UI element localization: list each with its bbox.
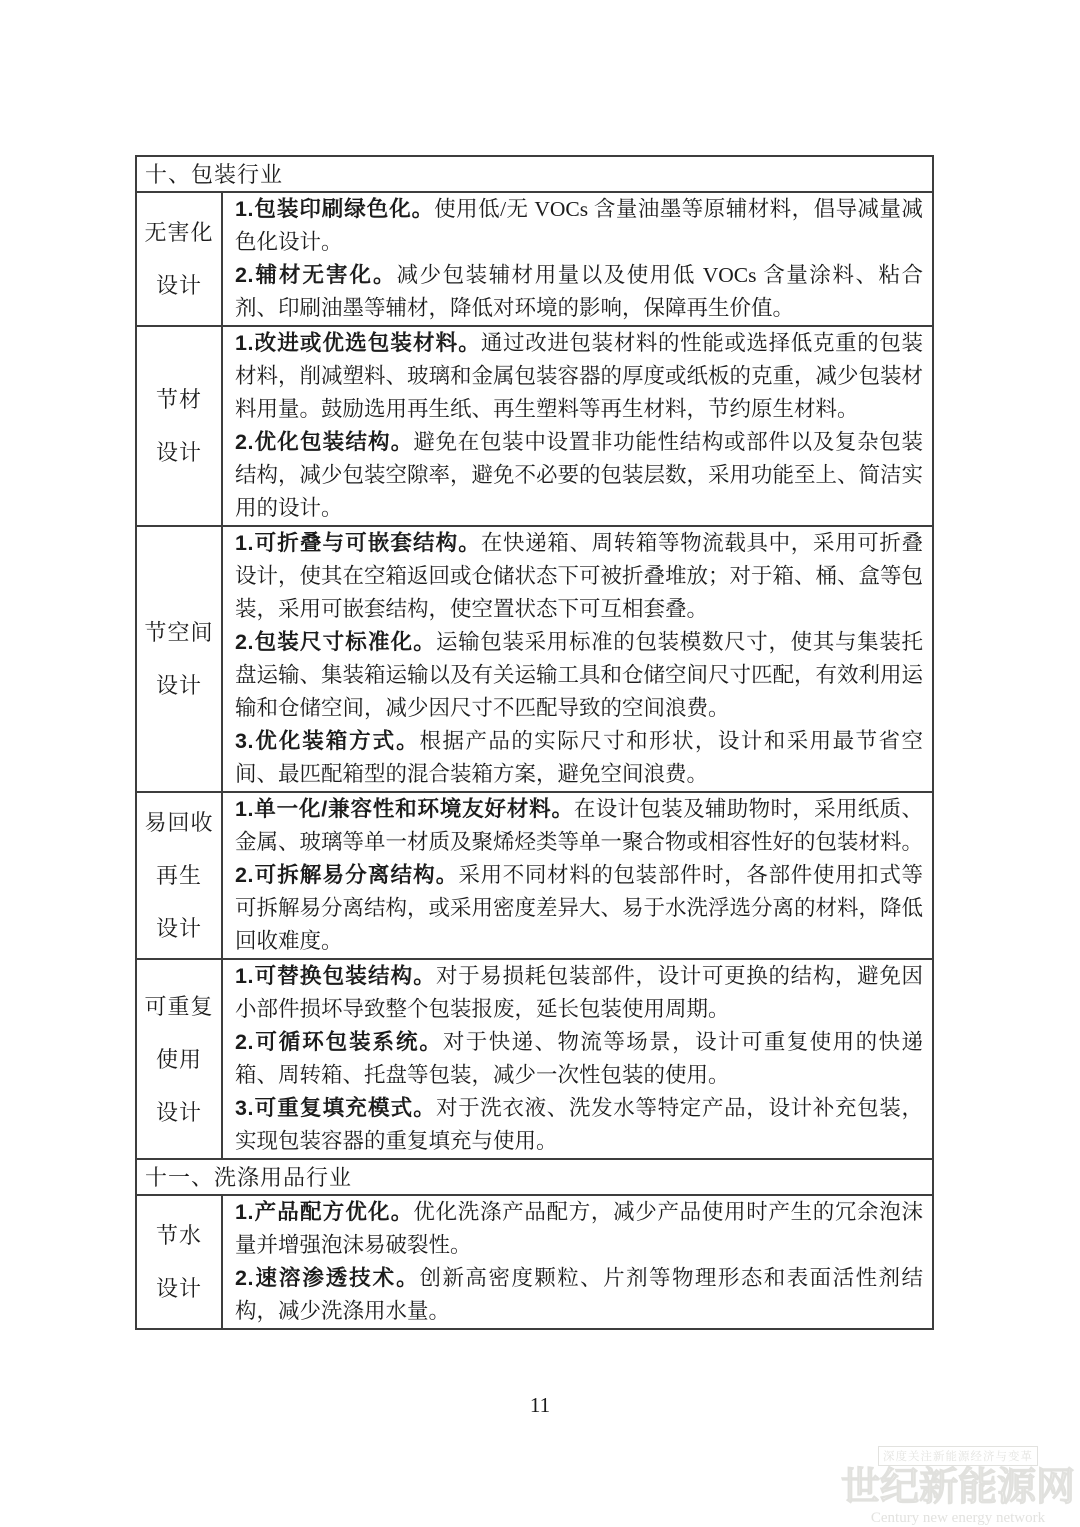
rule-item: [235, 327, 923, 426]
row-label-line: 设计: [155, 1276, 202, 1301]
rule-text: 减少包装辅材用量以及使用低 VOCs 含量涂料、粘合剂、印刷油墨等辅材，降低对环境的影响，保障再生价值。: [235, 263, 924, 320]
rule-item: [235, 793, 923, 859]
row-label-space-saving-design: [136, 526, 222, 792]
rule-lead: 2.可循环包装系统。: [235, 1030, 443, 1054]
rule-text: 对于易损耗包装部件，设计可更换的结构，避免因小部件损坏导致整个包装报废，延长包装使用周期。: [235, 964, 923, 1021]
section-header-row: [136, 156, 933, 192]
rule-text: 采用不同材料的包装部件时，各部件使用扣式等可拆解易分离结构，或采用密度差异大、易于水洗浮选分离的材料，降低回收难度。: [235, 863, 924, 953]
section-title-packaging: 十、包装行业: [136, 156, 933, 192]
row-label-line: 节材: [155, 387, 202, 412]
rule-item: [235, 1262, 923, 1328]
rule-item: [235, 527, 923, 626]
row-content: [222, 1195, 933, 1329]
row-label-harmless-design: [136, 192, 222, 326]
rule-lead: 2.优化包装结构。: [235, 430, 414, 454]
rule-lead: 3.优化装箱方式。: [235, 729, 420, 753]
watermark-logo: [841, 1446, 1075, 1527]
section-header-row: [136, 1159, 933, 1195]
green-design-table: [135, 155, 934, 1330]
rule-text: 在设计包装及辅助物时，采用纸质、金属、玻璃等单一材质及聚烯烃类等单一聚合物或相容性好的包装材料。: [235, 797, 924, 854]
rule-item: [235, 960, 923, 1026]
table-row: [136, 326, 933, 526]
row-label-line: 节空间: [144, 620, 214, 645]
rule-lead: 1.可替换包装结构。: [235, 964, 436, 988]
row-label-line: 设计: [155, 1099, 202, 1125]
rule-lead: 2.辅材无害化。: [235, 263, 397, 287]
rule-text: 对于洗衣液、洗发水等特定产品，设计补充包装，实现包装容器的重复填充与使用。: [235, 1096, 923, 1153]
row-content: [222, 326, 933, 526]
rule-item: [235, 1026, 923, 1092]
rule-lead: 1.单一化/兼容性和环境友好材料。: [235, 797, 574, 821]
row-label-line: 设计: [155, 273, 202, 298]
rule-item: [235, 426, 923, 525]
row-label-material-saving-design: [136, 326, 222, 526]
rule-item: [235, 1092, 923, 1158]
row-label-line: 设计: [155, 916, 202, 941]
row-label-line: 节水: [155, 1223, 202, 1248]
table-row: [136, 1195, 933, 1329]
rule-lead: 1.可折叠与可嵌套结构。: [235, 531, 481, 555]
rule-item: [235, 1196, 923, 1262]
rule-text: 运输包装采用标准的包装模数尺寸，使其与集装托盘运输、集装箱运输以及有关运输工具和仓储空间尺寸匹配，有效利用运输和仓储空间，减少因尺寸不匹配导致的空间浪费。: [235, 630, 924, 720]
row-label-line: 可重复: [144, 993, 214, 1019]
rule-item: [235, 626, 923, 725]
rule-lead: 1.改进或优选包装材料。: [235, 331, 481, 355]
rule-text: 通过改进包装材料的性能或选择低克重的包装材料，削减塑料、玻璃和金属包装容器的厚度或纸板的克重，减少包装材料用量。鼓励选用再生纸、再生塑料等再生材料，节约原生材料。: [235, 331, 924, 421]
rule-text: 创新高密度颗粒、片剂等物理形态和表面活性剂结构，减少洗涤用水量。: [235, 1266, 923, 1323]
table-row: [136, 792, 933, 959]
rule-lead: 2.速溶渗透技术。: [235, 1266, 420, 1290]
rule-item: [235, 725, 923, 791]
row-label-line: 易回收: [144, 810, 214, 835]
rule-text: 在快递箱、周转箱等物流载具中，采用可折叠设计，使其在空箱返回或仓储状态下可被折叠堆放；对于箱、桶、盒等包装，采用可嵌套结构，使空置状态下可互相套叠。: [235, 531, 924, 621]
watermark-title: 世纪新能源网: [841, 1466, 1076, 1510]
rule-item: [235, 193, 923, 259]
row-label-line: 设计: [155, 440, 202, 465]
row-content: [222, 959, 933, 1159]
rule-text: 根据产品的实际尺寸和形状，设计和采用最节省空间、最匹配箱型的混合装箱方案，避免空间浪费。: [235, 729, 923, 786]
watermark-subtitle: Century new energy network: [870, 1510, 1046, 1526]
rule-text: 优化洗涤产品配方，减少产品使用时产生的冗余泡沫量并增强泡沫易破裂性。: [235, 1200, 923, 1257]
rule-item: [235, 859, 923, 958]
row-label-line: 无害化: [144, 220, 214, 245]
row-label-reusable-design: [136, 959, 222, 1159]
rule-lead: 2.包装尺寸标准化。: [235, 630, 436, 654]
row-content: [222, 526, 933, 792]
table-row: [136, 959, 933, 1159]
rule-text: 使用低/无 VOCs 含量油墨等原辅材料，倡导减量减色化设计。: [235, 197, 923, 254]
row-label-water-saving-design: [136, 1195, 222, 1329]
rule-lead: 2.可拆解易分离结构。: [235, 863, 459, 887]
table-row: [136, 526, 933, 792]
watermark-tagline: 深度关注新能源经济与变革: [878, 1446, 1038, 1466]
row-content: [222, 192, 933, 326]
row-content: [222, 792, 933, 959]
row-label-line: 使用: [155, 1046, 202, 1072]
row-label-line: 设计: [155, 673, 202, 698]
table-row: [136, 192, 933, 326]
rule-text: 避免在包装中设置非功能性结构或部件以及复杂包装结构，减少包装空隙率，避免不必要的包装层数，采用功能至上、简洁实用的设计。: [235, 430, 924, 520]
section-title-detergent: 十一、洗涤用品行业: [136, 1159, 933, 1195]
rule-text: 对于快递、物流等场景，设计可重复使用的快递箱、周转箱、托盘等包装，减少一次性包装的使用。: [235, 1030, 923, 1087]
rule-item: [235, 259, 923, 325]
page-number: 11: [529, 1393, 551, 1417]
rule-lead: 3.可重复填充模式。: [235, 1096, 436, 1120]
rule-lead: 1.包装印刷绿色化。: [235, 197, 435, 221]
row-label-recyclable-design: [136, 792, 222, 959]
rule-lead: 1.产品配方优化。: [235, 1200, 414, 1224]
row-label-line: 再生: [155, 863, 202, 888]
